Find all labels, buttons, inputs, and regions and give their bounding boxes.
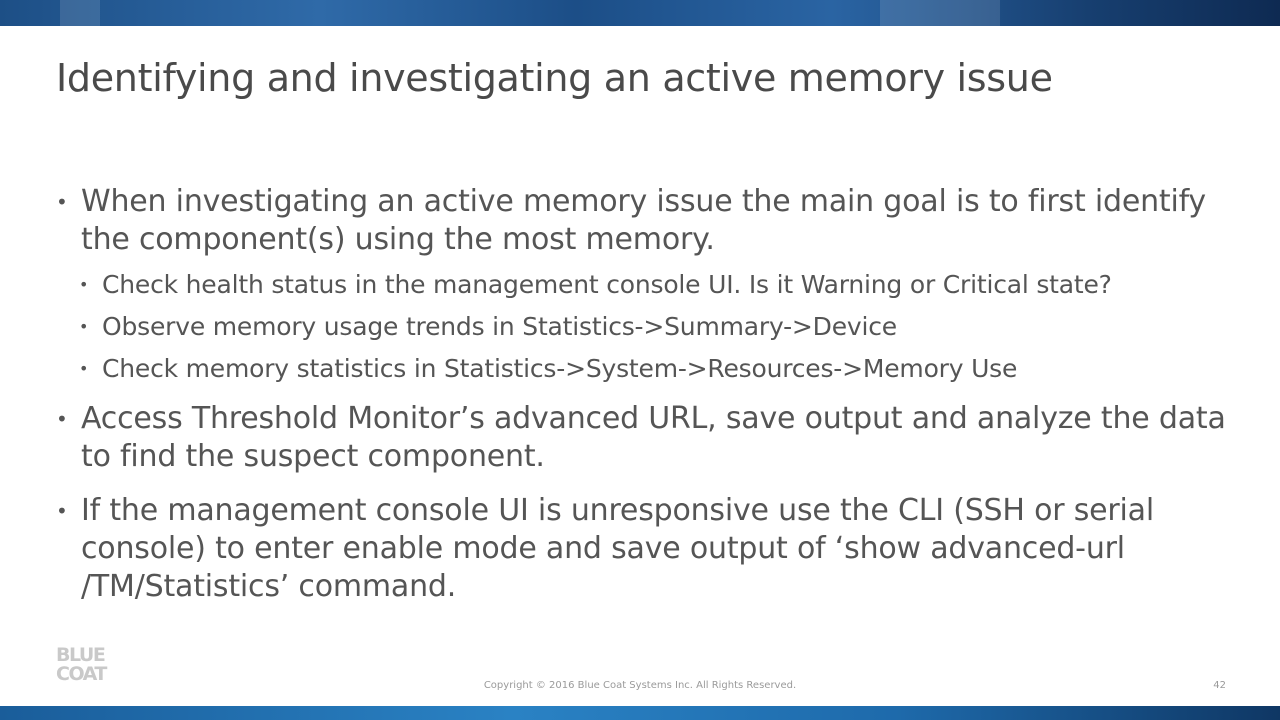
bullet-text: If the management console UI is unresponsive use the CLI (SSH or serial console) to enter enable mode and save output of ‘show advanced-url /TM/Statistics’ command. [81,493,1154,604]
header-band-highlight [60,0,100,26]
bullet-dot: • [56,499,68,523]
sub-bullet-item [79,353,1236,384]
logo-line: BLUE [56,644,105,666]
sub-bullet-text: Check memory statistics in Statistics->System->Resources->Memory Use [102,354,1018,383]
bullet-text: When investigating an active memory issue the main goal is to first identify the component(s) using the most memory. [81,184,1206,257]
bullet-item [56,492,1236,606]
sub-bullet-list [81,269,1236,384]
sub-bullet-dot: • [79,317,89,336]
slide-title: Identifying and investigating an active memory issue [56,56,1053,100]
blue-coat-logo [56,644,106,685]
sub-bullet-dot: • [79,275,89,294]
bullet-text: Access Threshold Monitor’s advanced URL, save output and analyze the data to find the suspect component. [81,401,1226,474]
bullet-item [56,183,1236,384]
bullet-dot: • [56,190,68,214]
sub-bullet-item [79,269,1236,300]
sub-bullet-text: Check health status in the management console UI. Is it Warning or Critical state? [102,270,1112,299]
header-band [0,0,1280,26]
sub-bullet-dot: • [79,359,89,378]
logo-line: COAT [56,663,106,685]
copyright-footer: Copyright © 2016 Blue Coat Systems Inc. All Rights Reserved. [483,680,797,691]
bullet-item [56,400,1236,476]
bullet-list [56,183,1236,622]
footer-band [0,706,1280,720]
sub-bullet-text: Observe memory usage trends in Statistics->Summary->Device [102,312,897,341]
header-band-highlight [880,0,1000,26]
sub-bullet-item [79,311,1236,342]
bullet-dot: • [56,407,68,431]
page-number: 42 [1213,680,1226,691]
